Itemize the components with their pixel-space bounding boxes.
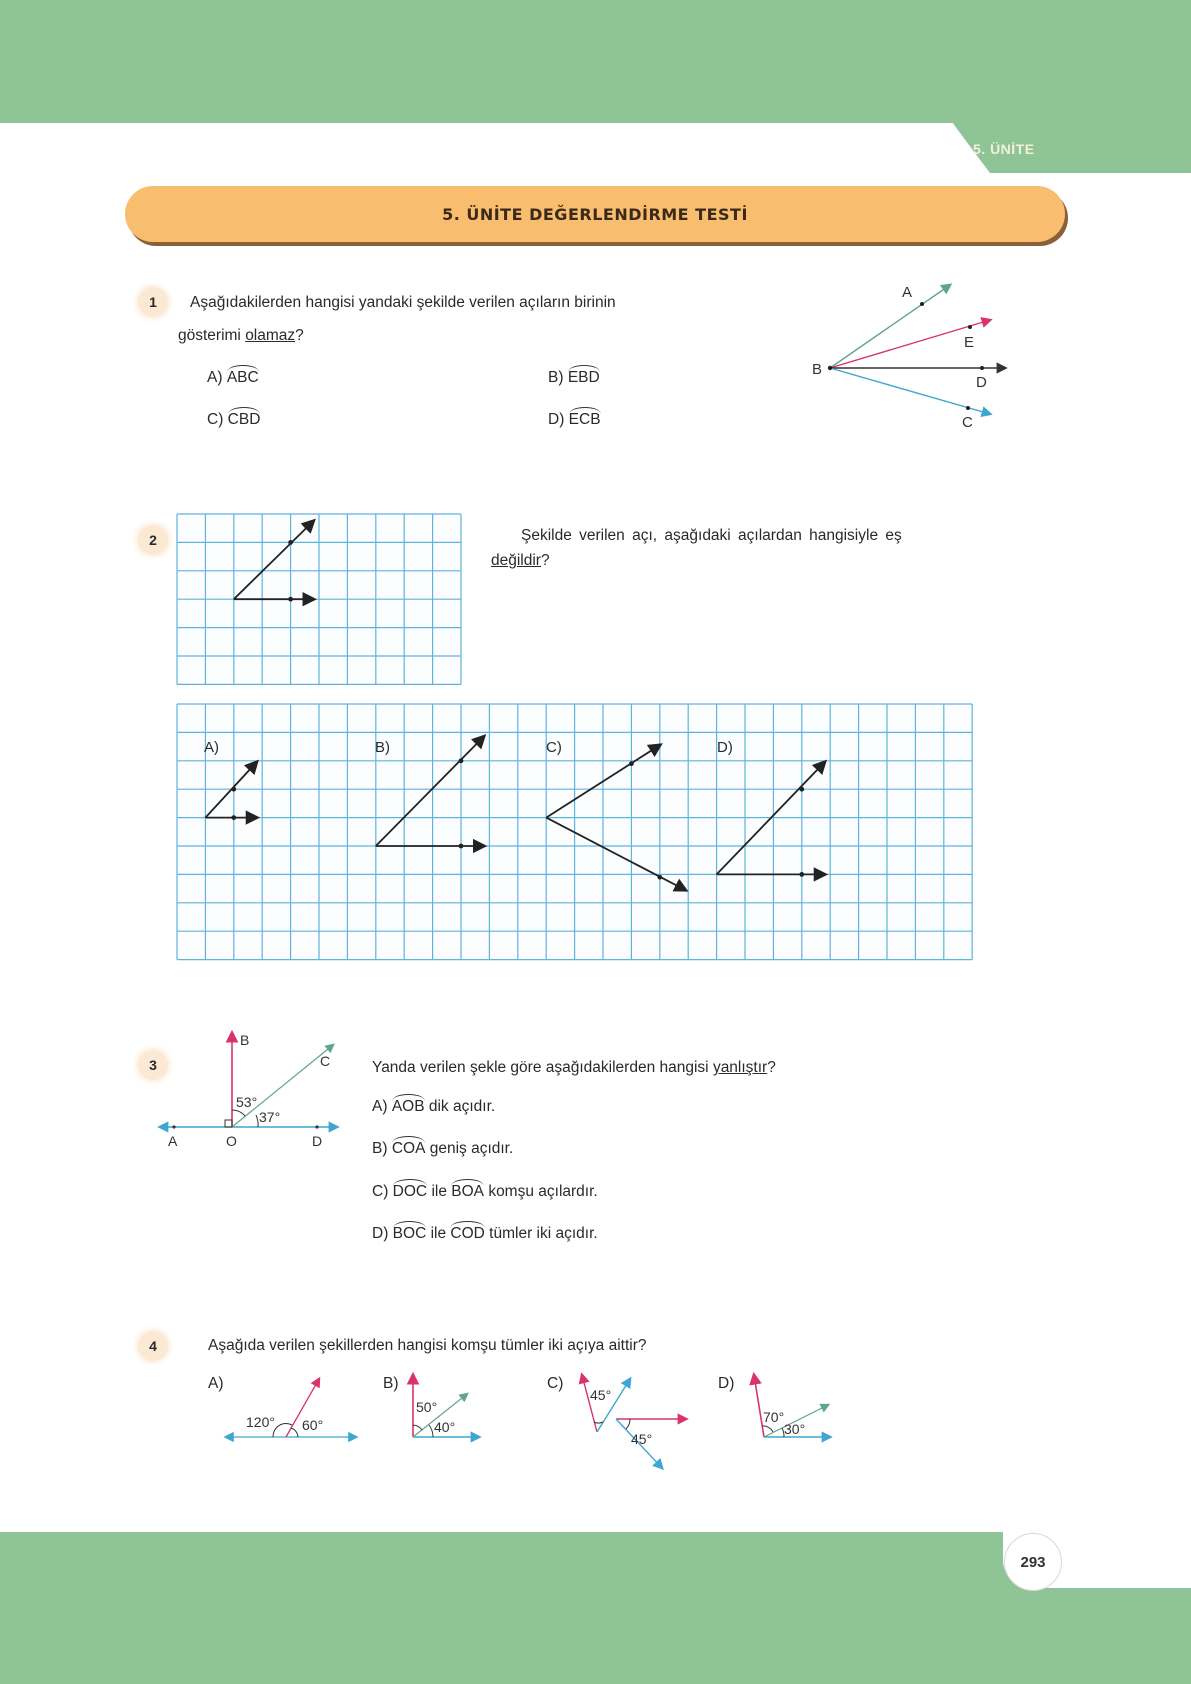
svg-text:60°: 60° — [302, 1417, 324, 1433]
q3-angle-37: 37° — [259, 1109, 281, 1125]
question-number-2: 2 — [138, 525, 168, 555]
q1-label-d: D — [976, 374, 987, 391]
q4-figure-c — [576, 1372, 696, 1472]
q1-label-c: C — [962, 414, 973, 431]
q2-reference-grid — [177, 514, 461, 685]
q4-figure-a — [222, 1372, 362, 1442]
question-number-1: 1 — [138, 287, 168, 317]
q4-option-a[interactable]: A) — [208, 1375, 224, 1392]
q2-option-b[interactable]: B) — [375, 739, 390, 756]
q1-angle-figure — [800, 270, 1020, 430]
q4-option-c[interactable]: C) — [547, 1375, 564, 1392]
q2-options-grid — [177, 704, 973, 960]
q4-option-b[interactable]: B) — [383, 1375, 399, 1392]
q1-option-b[interactable]: B) EBD — [548, 369, 600, 386]
title-banner — [125, 186, 1065, 242]
q1-option-a[interactable]: A) ABC — [207, 369, 259, 386]
q2-option-c[interactable]: C) — [546, 739, 562, 756]
q3-option-c[interactable]: C) DOC ile BOA komşu açılardır. — [372, 1183, 598, 1200]
q4-text: Aşağıda verilen şekillerden hangisi komşu tümler iki açıya aittir? — [208, 1337, 647, 1354]
q3-angle-53: 53° — [236, 1094, 258, 1110]
q3-option-b[interactable]: B) COA geniş açıdır. — [372, 1140, 514, 1157]
q2-text-line2: değildir? — [491, 552, 550, 569]
q3-option-a[interactable]: A) AOB dik açıdır. — [372, 1098, 496, 1115]
question-number-3: 3 — [138, 1050, 168, 1080]
svg-text:50°: 50° — [416, 1399, 438, 1415]
q4-figure-b — [405, 1372, 485, 1442]
q1-label-a: A — [902, 284, 913, 301]
q2-text-line1: Şekilde verilen açı, aşağıdaki açılardan hangisiyle eş — [521, 527, 902, 544]
q3-text: Yanda verilen şekle göre aşağıdakilerden hangisi yanlıştır? — [372, 1059, 776, 1076]
svg-text:A: A — [168, 1133, 178, 1149]
svg-text:C: C — [320, 1053, 331, 1069]
svg-text:120°: 120° — [246, 1414, 275, 1430]
svg-text:30°: 30° — [784, 1421, 806, 1437]
question-number-4: 4 — [138, 1331, 168, 1361]
q2-option-a[interactable]: A) — [204, 739, 219, 756]
q3-option-d[interactable]: D) BOC ile COD tümler iki açıdır. — [372, 1225, 598, 1242]
q2-option-d[interactable]: D) — [717, 739, 733, 756]
svg-text:70°: 70° — [763, 1409, 785, 1425]
unit-tab-label: 5. ÜNİTE — [973, 141, 1035, 157]
svg-text:B: B — [240, 1032, 250, 1048]
svg-text:45°: 45° — [631, 1431, 653, 1447]
page-title: 5. ÜNİTE DEĞERLENDİRME TESTİ — [442, 204, 748, 224]
unit-tab — [930, 100, 1191, 173]
svg-text:O: O — [226, 1133, 237, 1149]
svg-text:D: D — [312, 1133, 323, 1149]
svg-text:40°: 40° — [434, 1419, 456, 1435]
q4-option-d[interactable]: D) — [718, 1375, 735, 1392]
q3-angle-figure — [155, 1030, 355, 1160]
svg-text:45°: 45° — [590, 1387, 612, 1403]
q1-text-line2: gösterimi olamaz? — [178, 327, 304, 344]
q1-label-e: E — [964, 334, 975, 351]
q1-label-b: B — [812, 361, 823, 378]
q1-option-d[interactable]: D) ECB — [548, 411, 601, 428]
q1-text-line1: Aşağıdakilerden hangisi yandaki şekilde verilen açıların birinin — [190, 294, 616, 311]
page-number: 293 — [1004, 1533, 1062, 1591]
q1-option-c[interactable]: C) CBD — [207, 411, 261, 428]
q4-figure-d — [746, 1372, 836, 1442]
